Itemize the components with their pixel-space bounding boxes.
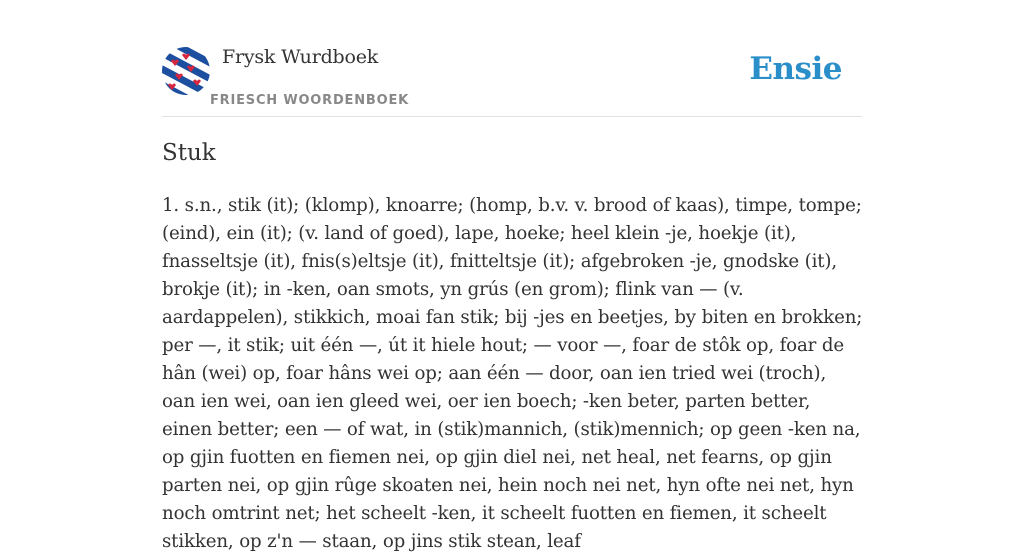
dictionary-title[interactable]: Frysk Wurdboek <box>222 46 379 68</box>
frisian-flag-icon[interactable] <box>162 47 210 95</box>
entry-definition: 1. s.n., stik (it); (klomp), knoarre; (homp, b.v. v. brood of kaas), timpe, tompe; (eind), ein (it); (v. land of goed), lape, hoeke; heel klein -je, hoekje (it), fnasseltsje (it), fnis(s)eltsje (it), fnitteltsje (it); afgebroken -je, gnodske (it), brokje (it); in -ken, oan smots, yn grús (en grom); flink van — (v. aardappelen), stikkich, moai fan stik; bij -jes en beetjes, by biten en brokken; per —, it stik; uit één —, út it hiele hout; — voor —, foar de stôk op, foar de hân (wei) op, foar hâns wei op; aan één — door, oan ien tried wei (troch), oan ien wei, oan ien gleed wei, oer ien boech; -ken beter, parten better, einen better; een — of wat, in (stik)mannich, (stik)mennich; op geen -ken na, op gjin fuotten en fiemen nei, op gjin diel nei, net heal, net fearns, op gjin parten nei, op gjin rûge skoaten nei, hein noch nei net, hyn ofte nei net, hyn noch omtrint net; het scheelt -ken, it scheelt fuotten en fiemen, it scheelt stikken, op z'n — staan, op jins stik stean, leaf <box>162 195 863 552</box>
site-header <box>162 44 862 117</box>
brand-logo[interactable]: Ensie <box>749 51 842 87</box>
entry-word: Stuk <box>162 140 216 166</box>
dictionary-subtitle: FRIESCH WOORDENBOEK <box>210 93 410 108</box>
